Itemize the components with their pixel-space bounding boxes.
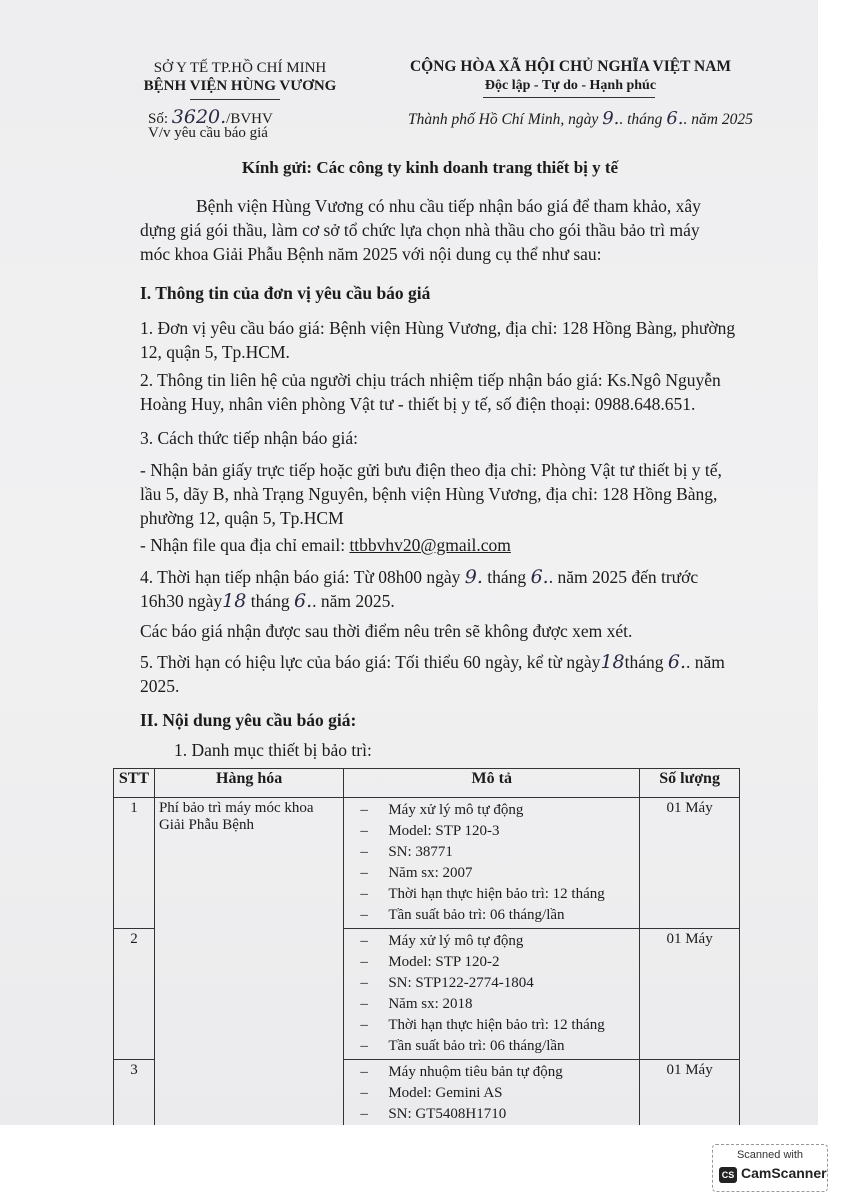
row-stt: 3 <box>114 1060 155 1126</box>
item-3-paper-line-3: phường 12, quận 5, Tp.HCM <box>140 508 344 528</box>
desc-item: – Năm sx: 2007 <box>360 865 473 881</box>
intro-line-2: dựng giá gói thầu, làm cơ sở tổ chức lựa chọn nhà thầu cho gói thầu bảo trì máy <box>140 220 700 240</box>
item-3-paper-line-2: lầu 5, dãy B, nhà Trạng Nguyên, bệnh viện Hùng Vương, địa chỉ: 128 Hồng Bàng, <box>140 484 718 504</box>
desc-item: – Tần suất bảo trì: 06 tháng/lần <box>360 1038 565 1054</box>
item-2-line-2: Hoàng Huy, nhân viên phòng Vật tư - thiết bị y tế, số điện thoại: 0988.648.651. <box>140 394 696 414</box>
desc-item: – Thời hạn thực hiện bảo trì: 12 tháng <box>360 1017 605 1033</box>
greeting: Kính gửi: Các công ty kinh doanh trang thiết bị y tế <box>241 158 619 177</box>
item-5-line-2: 2025. <box>140 676 180 696</box>
header-left-rule <box>190 99 280 100</box>
doc-number-handwritten: 3620. <box>171 106 227 128</box>
motto: Độc lập - Tự do - Hạnh phúc <box>484 78 657 93</box>
equipment-table <box>113 768 740 1125</box>
desc-item: – Máy xử lý mô tự động <box>360 802 524 818</box>
desc-item: – Model: STP 120-2 <box>360 954 500 970</box>
desc-item: – Máy nhuộm tiêu bản tự động <box>360 1064 563 1080</box>
col-header-desc: Mô tả <box>344 769 640 798</box>
desc-item: – Model: STP 120-3 <box>360 823 500 839</box>
camscanner-badge <box>712 1144 828 1192</box>
row-goods <box>154 798 343 1126</box>
item-1-line-1: 1. Đơn vị yêu cầu báo giá: Bệnh viện Hùng Vương, địa chỉ: 128 Hồng Bàng, phường <box>140 318 736 338</box>
intro-line-1: Bệnh viện Hùng Vương có nhu cầu tiếp nhận báo giá để tham khảo, xây <box>196 196 701 216</box>
item-2-line-1: 2. Thông tin liên hệ của người chịu trách nhiệm tiếp nhận báo giá: Ks.Ngô Nguyễn <box>140 370 721 390</box>
goods-line: Phí bảo trì máy móc khoa <box>158 800 314 816</box>
section-2-sub-1: 1. Danh mục thiết bị bảo trì: <box>174 740 372 760</box>
desc-item: – Tần suất bảo trì: 06 tháng/lần <box>360 907 565 923</box>
col-header-stt: STT <box>114 769 155 798</box>
desc-item: – SN: STP122-2774-1804 <box>360 975 534 991</box>
date-line: Thành phố Hồ Chí Minh, ngày 9.. tháng 6.. năm 2025 <box>408 108 753 129</box>
desc-item: – Năm sx: 2018 <box>360 996 473 1012</box>
desc-item: – SN: 38771 <box>360 844 453 860</box>
subject-line: V/v yêu cầu báo giá <box>148 125 268 141</box>
row-qty: 01 Máy <box>640 1060 740 1126</box>
camscanner-logo-icon: CS <box>719 1167 737 1183</box>
col-header-qty: Số lượng <box>640 769 740 798</box>
row-desc <box>344 1060 640 1126</box>
item-4-line-1: 4. Thời hạn tiếp nhận báo giá: Từ 08h00 ngày 9. tháng 6.. năm 2025 đến trước <box>140 566 699 588</box>
scanned-with-label: Scanned with <box>736 1149 804 1161</box>
item-1-line-2: 12, quận 5, Tp.HCM. <box>140 342 290 362</box>
country-name: CỘNG HÒA XÃ HỘI CHỦ NGHĨA VIỆT NAM <box>409 58 732 75</box>
desc-item: – SN: GT5408H1710 <box>360 1106 507 1122</box>
desc-item: – Máy xử lý mô tự động <box>360 933 524 949</box>
row-qty: 01 Máy <box>640 798 740 929</box>
desc-item: – Model: Gemini AS <box>360 1085 503 1101</box>
section-2-title: II. Nội dung yêu cầu báo giá: <box>140 710 357 730</box>
item-3-paper-line-1: - Nhận bản giấy trực tiếp hoặc gửi bưu điện theo địa chỉ: Phòng Vật tư thiết bị y tế, <box>140 460 722 480</box>
item-3-title: 3. Cách thức tiếp nhận báo giá: <box>140 428 358 448</box>
late-note: Các báo giá nhận được sau thời điểm nêu trên sẽ không được xem xét. <box>140 621 633 641</box>
row-qty: 01 Máy <box>640 929 740 1060</box>
doc-number: Số: 3620./BVHV <box>148 106 273 128</box>
email-link[interactable]: ttbbvhv20@gmail.com <box>349 535 511 555</box>
table-row <box>114 798 740 929</box>
item-5-line-1: 5. Thời hạn có hiệu lực của báo giá: Tối thiểu 60 ngày, kể từ ngày18tháng 6.. năm <box>140 651 725 673</box>
row-stt: 1 <box>114 798 155 929</box>
hospital-name: BỆNH VIỆN HÙNG VƯƠNG <box>143 78 337 94</box>
col-header-goods: Hàng hóa <box>154 769 343 798</box>
row-desc <box>344 798 640 929</box>
item-3-email-line: - Nhận file qua địa chỉ email: ttbbvhv20@gmail.com <box>140 535 511 555</box>
agency-name: SỞ Y TẾ TP.HỒ CHÍ MINH <box>153 60 327 76</box>
camscanner-label: CamScanner <box>741 1165 827 1181</box>
row-desc <box>344 929 640 1060</box>
section-1-title: I. Thông tin của đơn vị yêu cầu báo giá <box>140 283 431 303</box>
desc-item: – Thời hạn thực hiện bảo trì: 12 tháng <box>360 886 605 902</box>
item-4-line-2: 16h30 ngày18 tháng 6.. năm 2025. <box>140 590 395 612</box>
table-header-row <box>114 769 740 798</box>
goods-line: Giải Phẫu Bệnh <box>158 817 254 833</box>
header-right-rule <box>483 97 655 98</box>
intro-line-3: móc khoa Giải Phẫu Bệnh năm 2025 với nội dung cụ thể như sau: <box>140 244 602 264</box>
row-stt: 2 <box>114 929 155 1060</box>
